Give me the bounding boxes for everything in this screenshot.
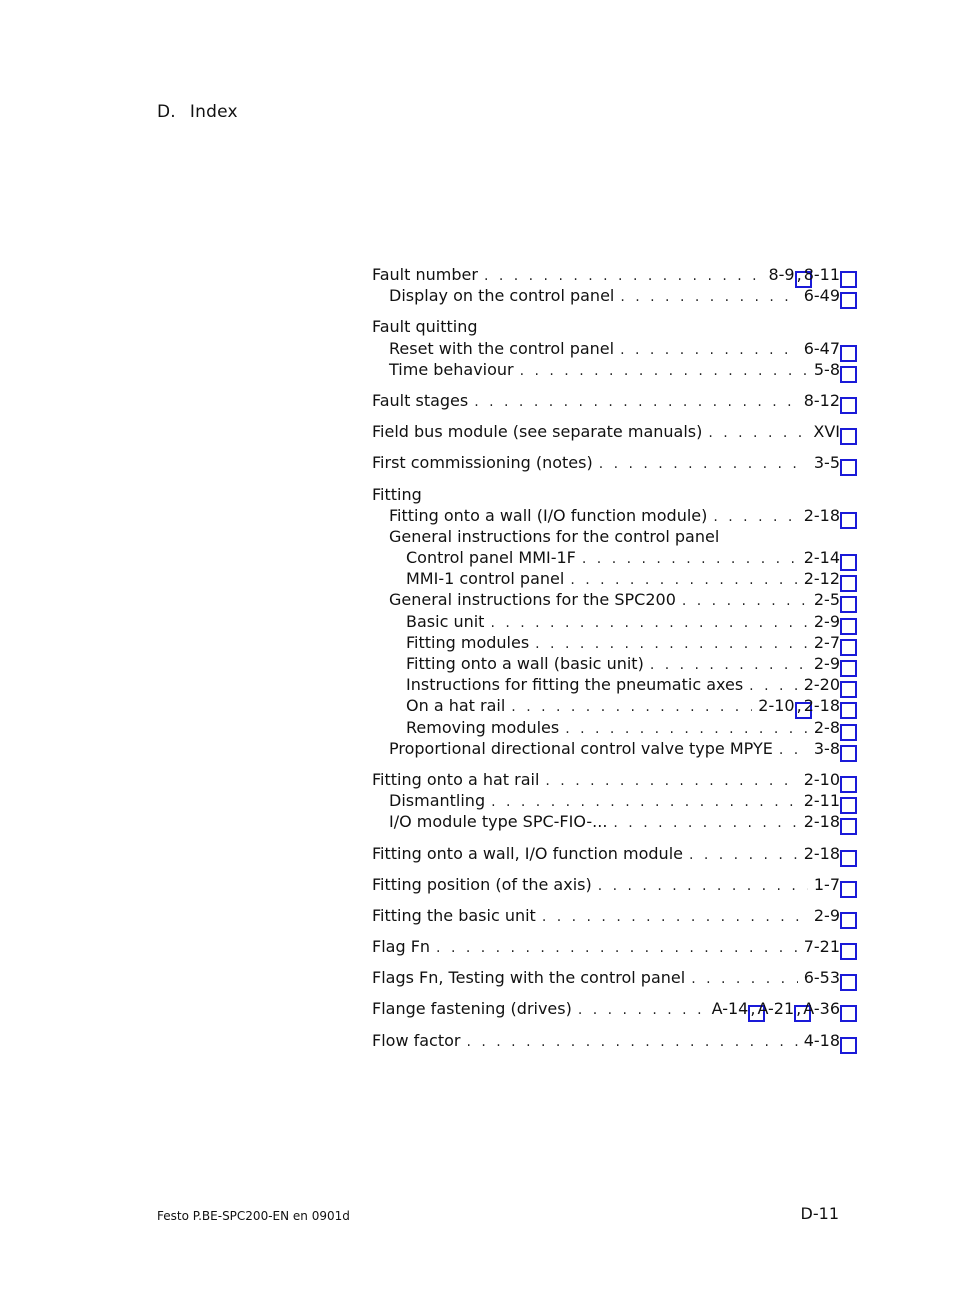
entry-term: General instructions for the SPC200 xyxy=(389,590,676,610)
index-group xyxy=(372,390,840,411)
page-link[interactable] xyxy=(814,632,840,653)
entry-term: Display on the control panel xyxy=(389,286,615,306)
link-box-icon[interactable] xyxy=(840,974,857,991)
page-references xyxy=(798,568,840,589)
index-entry xyxy=(372,790,840,811)
page-references xyxy=(798,547,840,568)
page-link-label: 2-9 xyxy=(813,905,840,925)
index-entry xyxy=(372,967,840,988)
page-references xyxy=(798,505,840,526)
leader-dots xyxy=(779,740,808,761)
page-references xyxy=(798,285,840,306)
page-link[interactable] xyxy=(757,998,794,1019)
page-link[interactable] xyxy=(814,905,840,926)
page-references xyxy=(808,452,840,473)
page-references xyxy=(808,717,840,738)
index-entry xyxy=(372,338,840,359)
page-link[interactable] xyxy=(814,738,840,759)
entry-term: Removing modules xyxy=(406,717,560,737)
page-link[interactable] xyxy=(804,1030,840,1051)
link-box-icon[interactable] xyxy=(840,345,857,362)
leader-dots xyxy=(650,655,808,676)
page-references xyxy=(808,653,840,674)
entry-term: Control panel MMI-1F xyxy=(406,548,576,568)
index-group xyxy=(372,905,840,926)
link-box-icon[interactable] xyxy=(840,271,857,288)
page-references xyxy=(808,611,840,632)
page-link-label: A-36 xyxy=(803,999,840,1019)
entry-term: Basic unit xyxy=(406,611,485,631)
index-entry xyxy=(372,674,840,695)
entry-term: Fitting onto a hat rail xyxy=(372,769,540,789)
page-link-label: 2-18 xyxy=(803,843,840,863)
link-box-icon[interactable] xyxy=(840,618,857,635)
index-group xyxy=(372,484,840,759)
index-entry xyxy=(372,717,840,738)
link-box-icon[interactable] xyxy=(840,943,857,960)
index-entry xyxy=(372,526,840,547)
index-entry xyxy=(372,843,840,864)
page-link-label: 2-18 xyxy=(803,812,840,832)
page-references xyxy=(798,390,840,411)
page-link[interactable] xyxy=(768,264,794,285)
page-link[interactable] xyxy=(814,653,840,674)
page-references xyxy=(798,967,840,988)
index-entry xyxy=(372,264,840,285)
page-link-label: 7-21 xyxy=(803,937,840,957)
page-link-label: 2-10 xyxy=(803,769,840,789)
index-group xyxy=(372,316,840,380)
leader-dots xyxy=(620,287,797,308)
page-link[interactable] xyxy=(814,452,840,473)
entry-term: Flow factor xyxy=(372,1030,461,1050)
page-references xyxy=(808,905,840,926)
entry-term: Fitting xyxy=(372,484,422,504)
index-entry xyxy=(372,738,840,759)
index-entry xyxy=(372,936,840,957)
page-references xyxy=(798,936,840,957)
page-link-label: 2-10 xyxy=(758,696,795,716)
page-link[interactable] xyxy=(804,285,840,306)
page-references: A-14 , A-21 , A-36 xyxy=(706,998,840,1019)
page-references xyxy=(808,359,840,380)
page-references xyxy=(798,338,840,359)
index-group xyxy=(372,843,840,864)
entry-term: Instructions for fitting the pneumatic axes xyxy=(406,675,744,695)
leader-dots xyxy=(490,613,807,634)
page-references xyxy=(808,738,840,759)
page-link-label: 6-53 xyxy=(803,968,840,988)
index-entry xyxy=(372,484,840,505)
page-link-label: 2-7 xyxy=(813,632,840,652)
link-box-icon[interactable] xyxy=(840,292,857,309)
index-entry xyxy=(372,452,840,473)
page-link[interactable] xyxy=(804,811,840,832)
page-link[interactable] xyxy=(804,390,840,411)
page-link-label: 6-49 xyxy=(803,286,840,306)
leader-dots xyxy=(578,1000,706,1021)
entry-term: General instructions for the control panel xyxy=(389,526,720,546)
link-box-icon[interactable] xyxy=(840,797,857,814)
page-link[interactable] xyxy=(804,695,840,716)
entry-term: Fault number xyxy=(372,265,478,284)
link-box-icon[interactable] xyxy=(840,596,857,613)
page-references xyxy=(798,790,840,811)
index-entry xyxy=(372,695,840,716)
link-box-icon[interactable] xyxy=(840,745,857,762)
page-link-label: 8-11 xyxy=(803,265,840,284)
link-box-icon[interactable] xyxy=(840,366,857,383)
leader-dots xyxy=(620,340,798,361)
page-link[interactable] xyxy=(804,338,840,359)
page-link[interactable] xyxy=(803,998,840,1019)
leader-dots xyxy=(511,697,752,718)
index-group xyxy=(372,936,840,957)
page-link[interactable] xyxy=(814,611,840,632)
entry-term: Field bus module (see separate manuals) xyxy=(372,422,703,442)
entry-term: On a hat rail xyxy=(406,696,506,716)
page-link[interactable] xyxy=(804,769,840,790)
page-link[interactable] xyxy=(814,589,840,610)
page-link[interactable] xyxy=(813,421,840,442)
leader-dots xyxy=(466,1032,797,1053)
page-link[interactable] xyxy=(804,936,840,957)
link-box-icon[interactable] xyxy=(840,575,857,592)
leader-dots xyxy=(535,634,808,655)
index-entry xyxy=(372,611,840,632)
page-link[interactable] xyxy=(804,505,840,526)
page-link[interactable] xyxy=(814,359,840,380)
entry-term: Flags Fn, Testing with the control panel xyxy=(372,968,686,988)
index-group xyxy=(372,264,840,306)
leader-dots xyxy=(599,454,808,475)
link-box-icon[interactable] xyxy=(840,397,857,414)
link-box-icon[interactable] xyxy=(840,554,857,571)
page-link-label: XVI xyxy=(813,422,840,442)
page-link[interactable] xyxy=(758,695,794,716)
link-box-icon[interactable] xyxy=(840,681,857,698)
page-link-label: 2-5 xyxy=(813,590,840,610)
page-link-label: A-21 xyxy=(757,999,795,1019)
leader-dots xyxy=(436,938,798,959)
page-link-label: 1-7 xyxy=(813,874,840,894)
index-group xyxy=(372,769,840,833)
leader-dots xyxy=(542,907,808,928)
index-list xyxy=(372,264,840,1061)
page-number: D-11 xyxy=(800,1204,839,1223)
index-entry xyxy=(372,316,840,337)
link-box-icon[interactable] xyxy=(840,818,857,835)
page-link[interactable] xyxy=(804,967,840,988)
leader-dots xyxy=(682,591,808,612)
link-box-icon[interactable] xyxy=(840,776,857,793)
page-link-label: 2-20 xyxy=(803,675,840,695)
index-entry xyxy=(372,359,840,380)
entry-term: Flange fastening (drives) xyxy=(372,999,572,1019)
page-link-label: 3-8 xyxy=(813,738,840,758)
page-references: 2-10 , 2-18 xyxy=(752,695,840,716)
link-box-icon[interactable] xyxy=(840,912,857,929)
page-link[interactable] xyxy=(814,874,840,895)
index-entry xyxy=(372,568,840,589)
entry-term: I/O module type SPC-FIO-... xyxy=(389,812,608,832)
entry-term: Time behaviour xyxy=(389,359,514,379)
index-entry xyxy=(372,421,840,442)
page-link-label: 2-8 xyxy=(813,717,840,737)
entry-term: First commissioning (notes) xyxy=(372,453,593,473)
page-link-label: 2-18 xyxy=(803,696,840,716)
entry-term: Fitting the basic unit xyxy=(372,905,536,925)
page-link[interactable] xyxy=(804,264,840,285)
index-entry xyxy=(372,653,840,674)
page-references xyxy=(798,843,840,864)
leader-dots xyxy=(484,266,763,287)
link-box-icon[interactable] xyxy=(840,881,857,898)
page-link-label: 2-18 xyxy=(803,505,840,525)
page-references xyxy=(798,674,840,695)
page-link[interactable] xyxy=(804,674,840,695)
entry-term: Fitting modules xyxy=(406,632,530,652)
page-references xyxy=(798,811,840,832)
link-box-icon[interactable] xyxy=(840,660,857,677)
index-entry xyxy=(372,1030,840,1051)
leader-dots xyxy=(708,423,807,444)
leader-dots xyxy=(691,969,797,990)
leader-dots xyxy=(749,676,798,697)
page-link-label: 4-18 xyxy=(803,1030,840,1050)
page-link-label: 8-9 xyxy=(768,265,795,284)
page-link-label: 3-5 xyxy=(813,453,840,473)
page-link[interactable] xyxy=(804,547,840,568)
page-link-label: 8-12 xyxy=(803,390,840,410)
entry-term: Fault quitting xyxy=(372,317,478,337)
entry-term: Fitting onto a wall (I/O function module) xyxy=(389,505,708,525)
page-link-label: 2-9 xyxy=(813,654,840,673)
link-box-icon[interactable] xyxy=(840,639,857,656)
page-references xyxy=(807,421,840,442)
leader-dots xyxy=(570,570,797,591)
chapter-letter: D. xyxy=(157,102,176,122)
index-entry xyxy=(372,390,840,411)
page-references: 8-9 , 8-11 xyxy=(762,264,840,285)
link-box-icon[interactable] xyxy=(840,512,857,529)
document-id: Festo P.BE-SPC200-EN en 0901d xyxy=(157,1209,350,1223)
index-entry xyxy=(372,589,840,610)
index-group xyxy=(372,967,840,988)
index-group xyxy=(372,452,840,473)
index-entry xyxy=(372,632,840,653)
page-references xyxy=(808,632,840,653)
page-link[interactable] xyxy=(712,998,749,1019)
leader-dots xyxy=(545,771,797,792)
leader-dots xyxy=(565,719,808,740)
leader-dots xyxy=(520,361,808,382)
link-box-icon[interactable] xyxy=(840,428,857,445)
leader-dots xyxy=(474,392,797,413)
page-references xyxy=(798,1030,840,1051)
entry-term: Reset with the control panel xyxy=(389,338,615,358)
chapter-title: Index xyxy=(189,102,238,122)
entry-term: Fitting onto a wall, I/O function module xyxy=(372,843,683,863)
page-link-label: 2-12 xyxy=(803,569,840,589)
index-entry xyxy=(372,769,840,790)
page-references xyxy=(808,874,840,895)
leader-dots xyxy=(598,876,808,897)
index-entry xyxy=(372,505,840,526)
running-header xyxy=(157,102,238,122)
page-link-label: A-14 xyxy=(711,999,749,1019)
leader-dots xyxy=(713,507,797,528)
entry-term: Dismantling xyxy=(389,791,486,811)
entry-term: Fitting onto a wall (basic unit) xyxy=(406,654,644,673)
link-box-icon[interactable] xyxy=(840,724,857,741)
leader-dots xyxy=(582,549,798,570)
index-group xyxy=(372,874,840,895)
index-entry xyxy=(372,874,840,895)
entry-term: Proportional directional control valve type MPYE xyxy=(389,738,773,758)
index-entry xyxy=(372,547,840,568)
page-link-label: 5-8 xyxy=(813,359,840,379)
link-box-icon[interactable] xyxy=(840,1005,857,1022)
entry-term: Fitting position (of the axis) xyxy=(372,874,592,894)
index-entry xyxy=(372,811,840,832)
page-link-label: 6-47 xyxy=(803,338,840,358)
page-references xyxy=(808,589,840,610)
index-group xyxy=(372,998,840,1019)
index-entry xyxy=(372,998,840,1019)
index-group xyxy=(372,1030,840,1051)
entry-term: Fault stages xyxy=(372,390,469,410)
entry-term: Flag Fn xyxy=(372,937,431,957)
page-link-label: 2-9 xyxy=(813,611,840,631)
page-link[interactable] xyxy=(804,568,840,589)
index-group xyxy=(372,421,840,442)
index-entry xyxy=(372,905,840,926)
leader-dots xyxy=(689,845,798,866)
leader-dots xyxy=(613,813,797,834)
index-entry xyxy=(372,285,840,306)
page-link[interactable] xyxy=(804,843,840,864)
leader-dots xyxy=(491,792,798,813)
link-box-icon[interactable] xyxy=(840,459,857,476)
page-link[interactable] xyxy=(804,790,840,811)
page-references xyxy=(798,769,840,790)
entry-term: MMI-1 control panel xyxy=(406,569,565,589)
link-box-icon[interactable] xyxy=(840,850,857,867)
link-box-icon[interactable] xyxy=(840,1037,857,1054)
page-link[interactable] xyxy=(814,717,840,738)
page-link-label: 2-11 xyxy=(803,791,840,811)
page-link-label: 2-14 xyxy=(803,548,840,568)
link-box-icon[interactable] xyxy=(840,702,857,719)
